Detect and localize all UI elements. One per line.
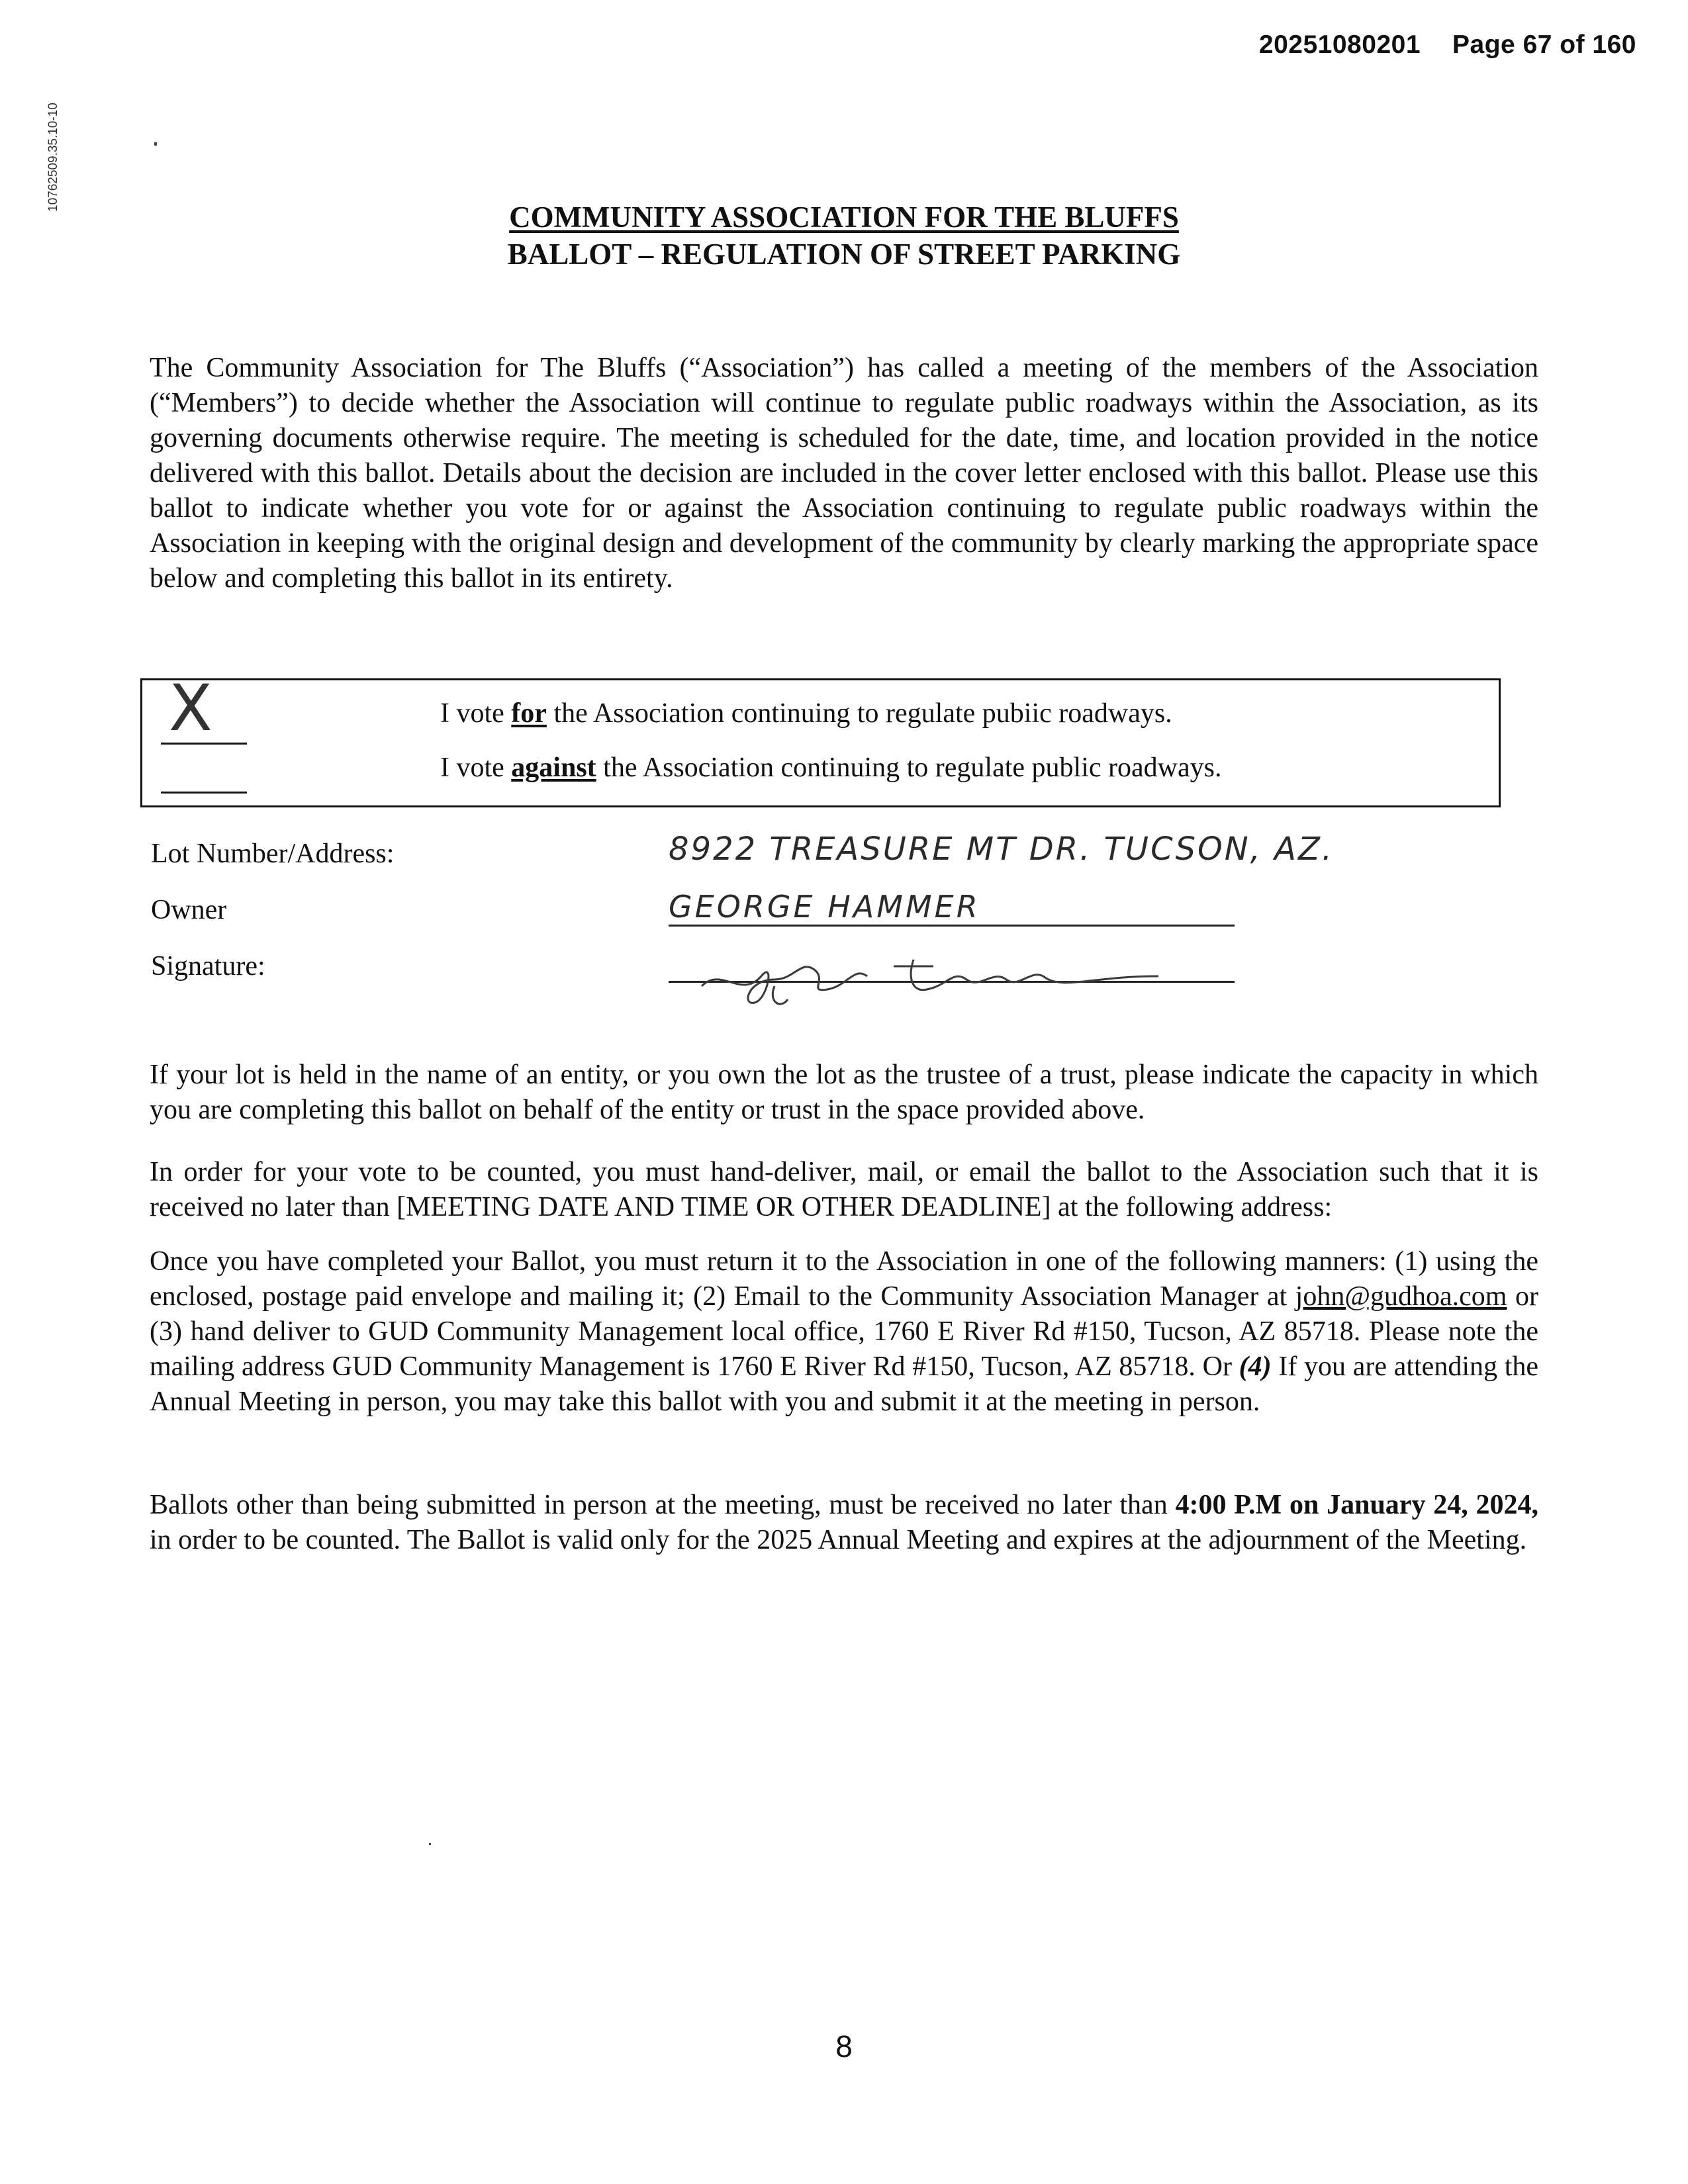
vote-against-option: I vote against the Association continuing to regulate public roadways.: [440, 752, 1222, 783]
vote-against-blank[interactable]: [161, 792, 247, 794]
address-label: Lot Number/Address:: [151, 839, 395, 869]
vote-options-box: [140, 671, 1501, 807]
ballot-subject-heading: BALLOT – REGULATION OF STREET PARKING: [507, 238, 1181, 271]
deadline-date: 4:00 P.M on January 24, 2024,: [1175, 1490, 1538, 1520]
deadline-paragraph: Ballots other than being submitted in person at the meeting, must be received no later than 4:00 P.M on January 24, 2024, in order to be counted. The Ballot is valid only for the 2025 Annual Meeting and expires at the adjournment of the Meeting.: [150, 1490, 1538, 1555]
vote-against-keyword: against: [511, 752, 596, 783]
page-count-label: Page 67 of 160: [1452, 30, 1636, 59]
page-number: 8: [835, 2029, 853, 2064]
intro-paragraph: The Community Association for The Bluffs (“Association”) has called a meeting of the members of the Association (“Members”) to decide whether the Association will continue to regulate public roadways within the Association, as its governing documents otherwise require. The meeting is scheduled for the date, time, and location provided in the notice delivered with this ballot. Details about the decision are included in the cover letter enclosed with this ballot. Please use this ballot to indicate whether you vote for or against the Association continuing to regulate public roadways within the Association in keeping with the original design and development of the community by clearly marking the appropriate space below and completing this ballot in its entirety.: [150, 353, 1538, 594]
owner-label: Owner: [151, 895, 227, 925]
scan-speck: [429, 1843, 431, 1845]
vote-for-keyword: for: [511, 698, 547, 729]
ballot-title: [0, 199, 1688, 273]
association-name-heading: COMMUNITY ASSOCIATION FOR THE BLUFFS: [509, 201, 1179, 234]
return-instructions-paragraph: Once you have completed your Ballot, you must return it to the Association in one of the following manners: (1) using the enclosed, postage paid envelope and mailing it; (2) Email to the Community Association Manager at john@gudhoa.com or (3) hand deliver to GUD Community Management local office, 1760 E River Rd #150, Tucson, AZ 85718. Please note the mailing address GUD Community Management is 1760 E River Rd #150, Tucson, AZ 85718. Or (4) If you are attending the Annual Meeting in person, you may take this ballot with you and submit it at the meeting in person.: [150, 1246, 1539, 1417]
signature-scribble: [695, 940, 1172, 1013]
entity-note-paragraph: If your lot is held in the name of an entity, or you own the lot as the trustee of a trust, please indicate the capacity in which you are completing this ballot on behalf of the entity or trust in the space provided above.: [150, 1060, 1538, 1125]
manager-email-link[interactable]: john@gudhoa.com: [1295, 1281, 1507, 1312]
x-mark-icon: X: [169, 671, 212, 745]
owner-handwritten: GEORGE HAMMER: [669, 889, 980, 925]
scan-speck: [154, 142, 157, 146]
document-header: [1259, 30, 1636, 60]
address-handwritten: 8922 TREASURE MT DR. TUCSON, AZ.: [669, 831, 1335, 868]
signature-label: Signature:: [151, 951, 265, 981]
side-reference-code: 10762509.35.10-10: [46, 103, 60, 212]
counting-note-paragraph: In order for your vote to be counted, you must hand-deliver, mail, or email the ballot to the Association such that it is received no later than [MEETING DATE AND TIME OR OTHER DEADLINE] at the following address:: [150, 1157, 1538, 1222]
option-four-label: (4): [1239, 1351, 1272, 1382]
owner-line: [669, 925, 1235, 927]
document-number: 20251080201: [1258, 30, 1421, 59]
vote-for-option: I vote for the Association continuing to regulate pubiic roadways.: [440, 698, 1172, 729]
